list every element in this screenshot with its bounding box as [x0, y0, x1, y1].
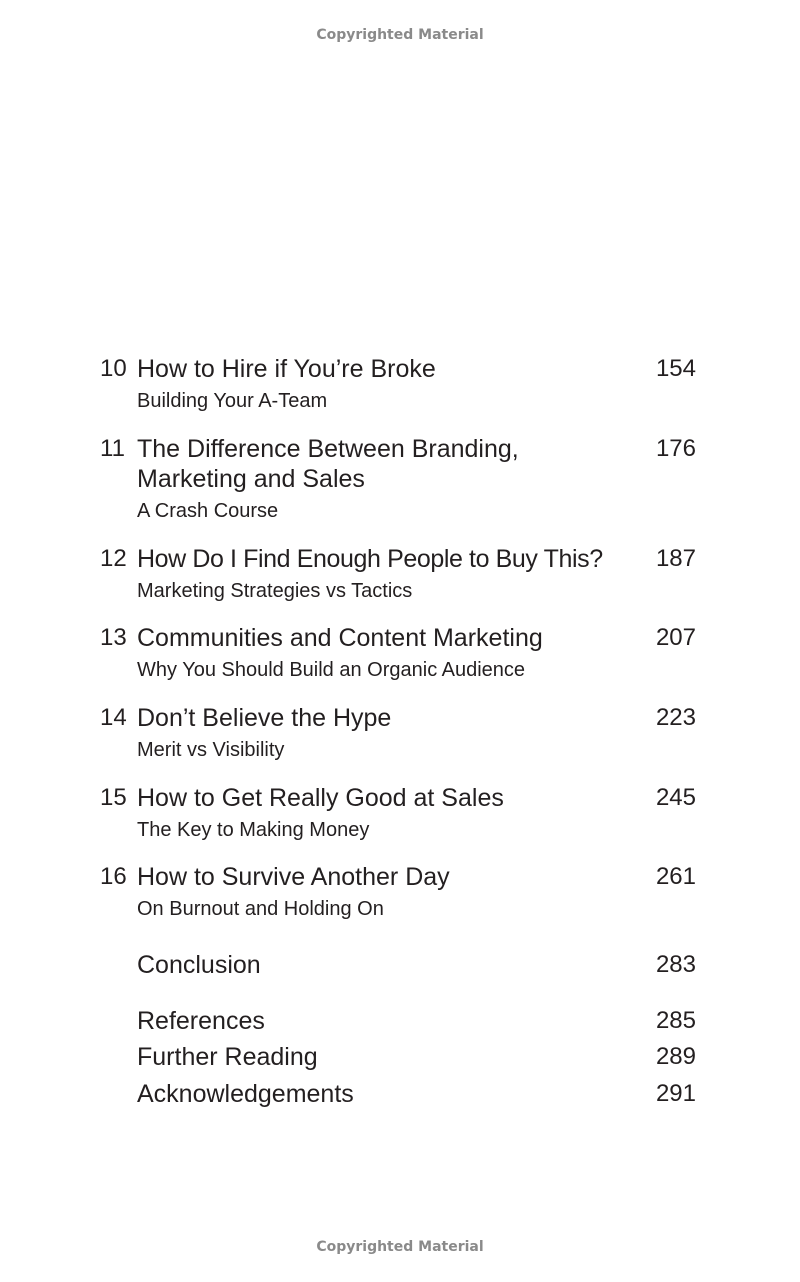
page-number: 223: [655, 704, 696, 731]
chapter-subtitle: Why You Should Build an Organic Audience: [137, 659, 526, 681]
section-title: References: [137, 1007, 265, 1035]
page-number: 245: [655, 784, 696, 811]
page-number: 154: [655, 355, 696, 382]
page-number: 207: [655, 624, 696, 651]
chapter-number: 16: [100, 863, 127, 890]
copyright-watermark-bottom: Copyrighted Material: [316, 1239, 484, 1255]
chapter-number: 13: [100, 624, 127, 651]
page-number: 289: [655, 1043, 696, 1070]
copyright-watermark-top: Copyrighted Material: [316, 27, 484, 43]
page-number: 291: [655, 1080, 696, 1107]
chapter-number: 10: [100, 355, 127, 382]
chapter-title: How Do I Find Enough People to Buy This?: [137, 545, 603, 573]
chapter-subtitle: Building Your A-Team: [137, 390, 328, 412]
page-number: 283: [655, 951, 696, 978]
chapter-number: 14: [100, 704, 127, 731]
chapter-number: 12: [100, 545, 127, 572]
chapter-number: 11: [100, 435, 125, 462]
page-number: 187: [655, 545, 696, 572]
chapter-title: The Difference Between Branding, Marketing and Sales: [137, 435, 519, 493]
section-title: Acknowledgements: [137, 1080, 354, 1108]
section-title: Conclusion: [137, 951, 261, 979]
chapter-title: How to Get Really Good at Sales: [137, 784, 504, 812]
chapter-title: How to Hire if You’re Broke: [137, 355, 436, 383]
page-number: 261: [655, 863, 696, 890]
page-number: 176: [655, 435, 696, 462]
chapter-number: 15: [100, 784, 127, 811]
chapter-title: Don’t Believe the Hype: [137, 704, 392, 732]
chapter-title: Communities and Content Marketing: [137, 624, 543, 652]
page-number: 285: [655, 1007, 696, 1034]
section-title: Further Reading: [137, 1043, 318, 1071]
chapter-subtitle: A Crash Course: [137, 500, 279, 522]
chapter-title: How to Survive Another Day: [137, 863, 450, 891]
chapter-subtitle: Merit vs Visibility: [137, 739, 285, 761]
chapter-subtitle: Marketing Strategies vs Tactics: [137, 580, 413, 602]
chapter-subtitle: On Burnout and Holding On: [137, 898, 384, 920]
chapter-subtitle: The Key to Making Money: [137, 819, 370, 841]
